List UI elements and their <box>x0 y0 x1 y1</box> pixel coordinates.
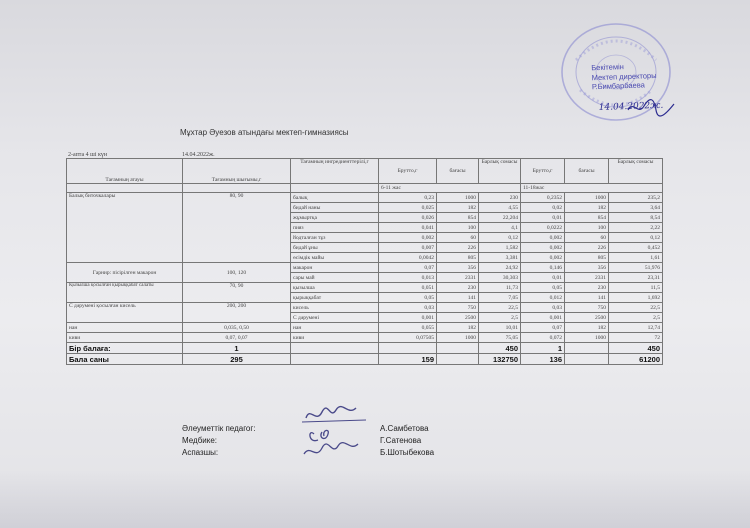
header-price-a: бағасы <box>437 159 479 184</box>
dish-yield: 100, 120 <box>183 263 291 283</box>
cell: 3,381 <box>479 253 521 263</box>
cell: 4,1 <box>479 223 521 233</box>
cell: 1,582 <box>479 243 521 253</box>
age-group-young: 6-11 жас <box>379 184 521 193</box>
cell: 182 <box>437 203 479 213</box>
cell: 0,051 <box>379 283 437 293</box>
cell: 141 <box>565 293 609 303</box>
cell: 182 <box>565 323 609 333</box>
cell: 100 <box>565 223 609 233</box>
cell: 141 <box>437 293 479 303</box>
dish-yield: 200, 200 <box>183 303 291 323</box>
cell: 2,22 <box>609 223 663 233</box>
cook-name: Б.Шотыбекова <box>380 448 435 457</box>
cell: 0,23 <box>379 193 437 203</box>
cell: 235,2 <box>609 193 663 203</box>
ingredient: киви <box>291 333 379 343</box>
ingredient: бидай ұны <box>291 243 379 253</box>
table-row <box>67 283 663 293</box>
cell: 182 <box>565 203 609 213</box>
page-title: Мұхтар Әуезов атындағы мектеп-гимназиясы <box>180 128 349 137</box>
header-dish: Тағамның атауы <box>67 159 183 184</box>
header-total-b: Барлық сомасы <box>609 159 663 184</box>
children-young: 159 <box>379 354 437 365</box>
per-child-count-b: 1 <box>521 343 565 354</box>
cell: 72 <box>609 333 663 343</box>
ingredient: пияз <box>291 223 379 233</box>
cell: 24,92 <box>479 263 521 273</box>
cell: 75,05 <box>479 333 521 343</box>
cell: 750 <box>437 303 479 313</box>
cell: 0,02 <box>521 203 565 213</box>
approval-word: Бекітемін <box>591 62 624 73</box>
cell: 60 <box>565 233 609 243</box>
cell: 0,026 <box>379 213 437 223</box>
social-pedagogue-name: А.Самбетова <box>380 424 429 433</box>
per-child-count: 1 <box>183 343 291 354</box>
header-ingredients: Тағамның ингредиенттерiлi,г <box>291 159 379 184</box>
cell: 10,01 <box>479 323 521 333</box>
cell: 0,025 <box>379 203 437 213</box>
cell: 23,31 <box>609 273 663 283</box>
cell: 1,61 <box>609 253 663 263</box>
cell: 11,5 <box>609 283 663 293</box>
ingredient: макарон <box>291 263 379 273</box>
dish-yield: 0,07, 0,07 <box>183 333 291 343</box>
ingredient: өсімдік майы <box>291 253 379 263</box>
header-brutto-a: Брутто,г <box>379 159 437 184</box>
dish-yield: 0,035, 0,50 <box>183 323 291 333</box>
dish-name: Гарнир: пісірілген макарон <box>67 263 183 283</box>
cell: 230 <box>437 283 479 293</box>
cell: 805 <box>565 253 609 263</box>
cell: 0,2352 <box>521 193 565 203</box>
cell: 854 <box>565 213 609 223</box>
cell: 2,5 <box>479 313 521 323</box>
header-total-a: Барлық сомасы <box>479 159 521 184</box>
header-price-b: бағасы <box>565 159 609 184</box>
cell: 2500 <box>565 313 609 323</box>
cell: 0,055 <box>379 323 437 333</box>
cell: 0,01 <box>521 213 565 223</box>
cell: 22,5 <box>479 303 521 313</box>
cell: 12,74 <box>609 323 663 333</box>
cell: 0,12 <box>609 233 663 243</box>
per-child-sum-a: 450 <box>479 343 521 354</box>
dish-name: нан <box>67 323 183 333</box>
cell: 2331 <box>437 273 479 283</box>
cell: 0,07505 <box>379 333 437 343</box>
ingredient: бидай наны <box>291 203 379 213</box>
cell: 805 <box>437 253 479 263</box>
dish-name: Балық биточкалары <box>67 193 183 263</box>
cell: 0,05 <box>379 293 437 303</box>
header-brutto-b: Брутто,г <box>521 159 565 184</box>
cell: 230 <box>479 193 521 203</box>
cell: 0,05 <box>521 283 565 293</box>
cell: 0,07 <box>521 323 565 333</box>
children-count-row <box>67 354 663 365</box>
table-row <box>67 193 663 203</box>
age-group-older: 11-18жас <box>521 184 663 193</box>
nurse-name: Г.Сатенова <box>380 436 422 445</box>
cell: 226 <box>437 243 479 253</box>
per-child-total-row <box>67 343 663 354</box>
ingredient: жұмыртқа <box>291 213 379 223</box>
ingredient: С дәрумені <box>291 313 379 323</box>
approval-role: Мектеп директоры <box>591 70 657 82</box>
cell: 356 <box>565 263 609 273</box>
cell: 0,002 <box>521 253 565 263</box>
approval-date: 14.04.2022ж. <box>598 100 664 113</box>
table-row <box>67 263 663 273</box>
ingredient: қырыққабат <box>291 293 379 303</box>
cell: 3,64 <box>609 203 663 213</box>
cell: 0,146 <box>521 263 565 273</box>
date-label: 14.04.2022ж. <box>182 152 215 158</box>
cell: 0,01 <box>521 273 565 283</box>
age-group-row <box>67 184 663 193</box>
cell: 51,976 <box>609 263 663 273</box>
cell: 2331 <box>565 273 609 283</box>
cell: 0,0042 <box>379 253 437 263</box>
ingredient: сары май <box>291 273 379 283</box>
cell: 0,001 <box>521 313 565 323</box>
per-child-label: Бір балаға: <box>67 343 183 354</box>
cell: 0,07 <box>379 263 437 273</box>
menu-table <box>66 158 663 365</box>
cell: 0,12 <box>479 233 521 243</box>
director-signature <box>626 96 676 118</box>
header-row <box>67 159 663 184</box>
grand-sum-a: 132750 <box>479 354 521 365</box>
cell: 22,204 <box>479 213 521 223</box>
dish-name: Қызылша қосылған қырыққабат салаты <box>67 283 183 303</box>
approval-name: Р.Бимбарбаева <box>591 80 645 92</box>
cell: 1000 <box>437 193 479 203</box>
cell: 2,5 <box>609 313 663 323</box>
cell: 0,0222 <box>521 223 565 233</box>
cook-role: Аспазшы: <box>182 448 219 457</box>
cell: 0,001 <box>379 313 437 323</box>
cell: 0,002 <box>379 233 437 243</box>
cell: 1,692 <box>609 293 663 303</box>
handwritten-signatures <box>296 402 376 464</box>
ingredient: кисель <box>291 303 379 313</box>
cell: 230 <box>565 283 609 293</box>
cell: 0,072 <box>521 333 565 343</box>
dish-yield: 80, 90 <box>183 193 291 263</box>
dish-name: С дәрумені қосылған кисель <box>67 303 183 323</box>
cell: 0,002 <box>521 243 565 253</box>
cell: 0,002 <box>521 233 565 243</box>
per-child-sum-b: 450 <box>609 343 663 354</box>
cell: 1000 <box>565 193 609 203</box>
cell: 750 <box>565 303 609 313</box>
cell: 60 <box>437 233 479 243</box>
cell: 1000 <box>437 333 479 343</box>
nurse-role: Медбике: <box>182 436 218 445</box>
table-row <box>67 333 663 343</box>
cell: 0,03 <box>521 303 565 313</box>
dish-name: киви <box>67 333 183 343</box>
ingredient: йодталған тұз <box>291 233 379 243</box>
children-older: 136 <box>521 354 565 365</box>
photo-shadow <box>0 470 750 528</box>
social-pedagogue-role: Әлеуметтік педагог: <box>182 424 256 433</box>
cell: 356 <box>437 263 479 273</box>
header-yield: Тағамның шығымы,г <box>183 159 291 184</box>
table-row <box>67 323 663 333</box>
cell: 854 <box>437 213 479 223</box>
table-row <box>67 303 663 313</box>
children-count-label: Бала саны <box>67 354 183 365</box>
cell: 4,55 <box>479 203 521 213</box>
cell: 0,007 <box>379 243 437 253</box>
cell: 11,73 <box>479 283 521 293</box>
cell: 2500 <box>437 313 479 323</box>
cell: 7,05 <box>479 293 521 303</box>
cell: 226 <box>565 243 609 253</box>
ingredient: нан <box>291 323 379 333</box>
cell: 0,452 <box>609 243 663 253</box>
cell: 30,303 <box>479 273 521 283</box>
cell: 0,03 <box>379 303 437 313</box>
day-label: 2-апта 4 ші күн <box>68 152 108 158</box>
ingredient: қызылша <box>291 283 379 293</box>
grand-sum-b: 61200 <box>609 354 663 365</box>
cell: 1000 <box>565 333 609 343</box>
cell: 182 <box>437 323 479 333</box>
cell: 100 <box>437 223 479 233</box>
cell: 0,012 <box>521 293 565 303</box>
cell: 0,013 <box>379 273 437 283</box>
cell: 8,54 <box>609 213 663 223</box>
ingredient: балық <box>291 193 379 203</box>
dish-yield: 70, 90 <box>183 283 291 303</box>
cell: 22,5 <box>609 303 663 313</box>
children-total: 295 <box>183 354 291 365</box>
cell: 0,041 <box>379 223 437 233</box>
